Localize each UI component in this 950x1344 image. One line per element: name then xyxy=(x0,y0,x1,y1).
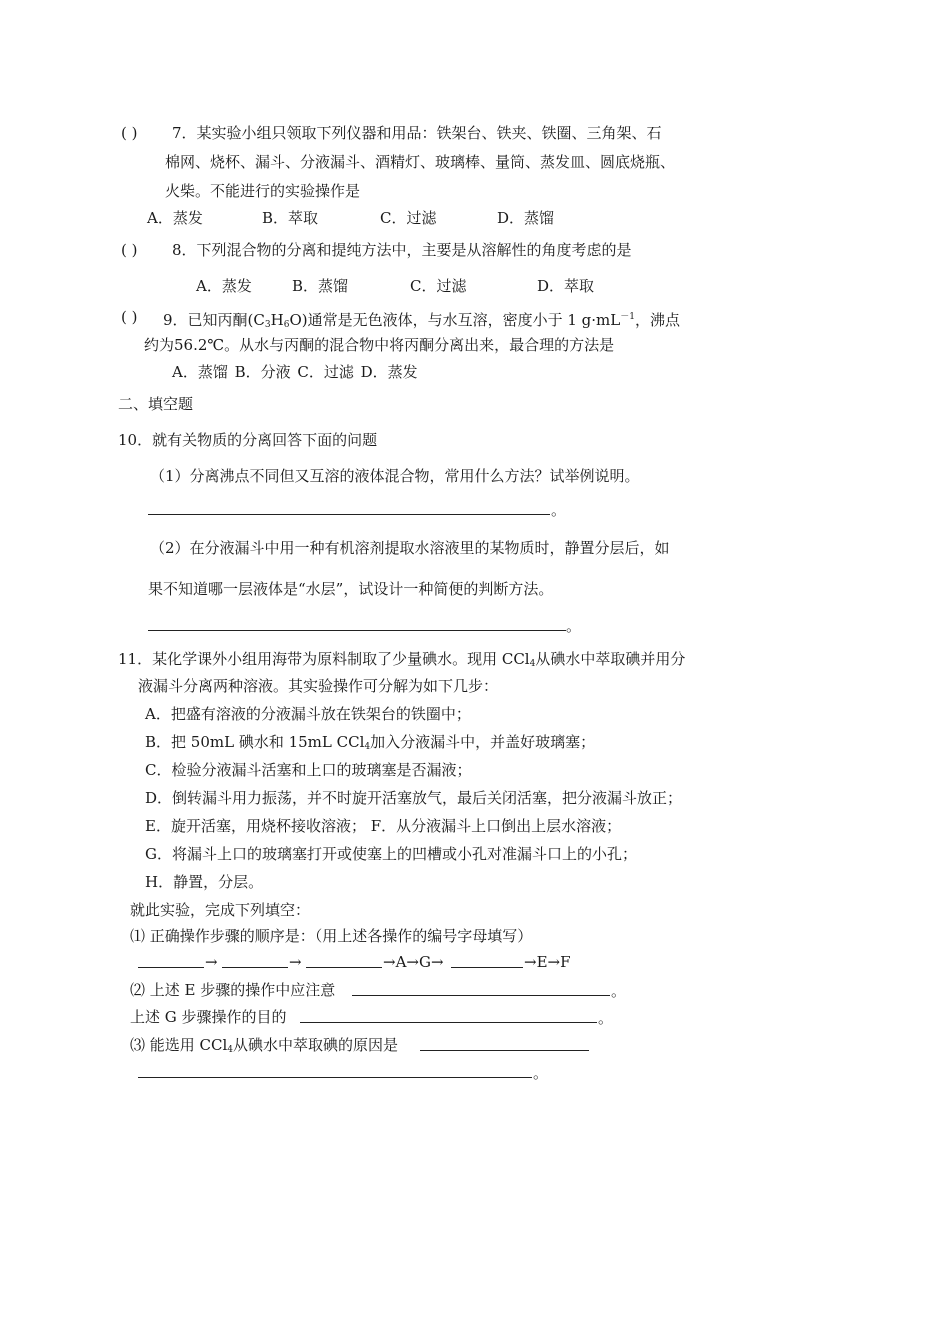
q9-sup: －1 xyxy=(620,312,635,322)
q11-sub2b-answer-line[interactable] xyxy=(300,1022,597,1023)
q11-sub3-text-a: ⑶ 能选用 CCl xyxy=(130,1036,228,1054)
q11-step-b-sub: 4 xyxy=(364,742,371,752)
q7-line-3: 火柴。不能进行的实验操作是 xyxy=(165,182,361,200)
q8-option-a: A．蒸发 xyxy=(196,277,252,295)
q11-step-d: D．倒转漏斗用力振荡，并不时旋开活塞放气，最后关闭活塞，把分液漏斗放正； xyxy=(145,789,683,807)
seq-blank-2[interactable] xyxy=(222,967,288,968)
q9-text-a: 9．已知丙酮(C xyxy=(163,311,265,329)
q11-step-a: A．把盛有溶液的分液漏斗放在铁架台的铁圈中； xyxy=(145,705,471,723)
seq-blank-3[interactable] xyxy=(306,967,382,968)
q9-line-2: 约为56.2℃。从水与丙酮的混合物中将丙酮分离出来，最合理的方法是 xyxy=(144,336,615,354)
q7-option-a: A．蒸发 xyxy=(147,209,203,227)
q9-sub-6: 6 xyxy=(283,320,290,330)
q11-step-b xyxy=(145,732,595,757)
q11-step-ef: E．旋开活塞，用烧杯接收溶液； F．从分液漏斗上口倒出上层水溶液； xyxy=(145,817,622,835)
q7-option-b: B．萃取 xyxy=(262,209,319,227)
q8-option-d: D．萃取 xyxy=(537,277,595,295)
q11-sub2-answer-line[interactable] xyxy=(352,995,610,996)
seq-blank-4[interactable] xyxy=(451,967,523,968)
q11-sub1: ⑴ 正确操作步骤的顺序是：（用上述各操作的编号字母填写） xyxy=(130,927,533,945)
q11-step-b-text-a: B．把 50mL 碘水和 15mL CCl xyxy=(145,733,365,751)
q8-line-1: 8．下列混合物的分离和提纯方法中，主要是从溶解性的角度考虑的是 xyxy=(172,241,632,259)
seq-end: →E→F xyxy=(524,953,571,971)
q8-paren: ( ) xyxy=(121,241,138,259)
q11-lead: 就此实验，完成下列填空： xyxy=(130,901,311,919)
q11-text-b: 从碘水中萃取碘并用分 xyxy=(535,650,686,668)
q9-line-1 xyxy=(163,307,680,335)
q10-stem: 10．就有关物质的分离回答下面的问题 xyxy=(118,431,378,449)
q11-sub3-sub: 4 xyxy=(227,1045,234,1055)
seq-arrow-1: → xyxy=(205,953,218,971)
q10-part2-line2: 果不知道哪一层液体是“水层”，试设计一种简便的判断方法。 xyxy=(148,580,554,598)
q11-sub2b-end: 。 xyxy=(598,1009,614,1027)
q11-sub3-answer-line-2[interactable] xyxy=(138,1077,532,1078)
q7-option-d: D．蒸馏 xyxy=(497,209,555,227)
q9-text-d: ，沸点 xyxy=(634,311,680,329)
q11-text-a: 11．某化学课外小组用海带为原料制取了少量碘水。现用 CCl xyxy=(118,650,530,668)
q10-part1-end: 。 xyxy=(551,501,567,519)
q10-part1-answer-line[interactable] xyxy=(148,514,550,515)
q10-part2-end: 。 xyxy=(566,617,582,635)
q11-line-2: 液漏斗分离两种溶液。其实验操作可分解为如下几步： xyxy=(138,677,499,695)
q9-sub-3: 3 xyxy=(264,320,271,330)
q11-step-h: H．静置，分层。 xyxy=(145,873,264,891)
q7-line-2: 棉网、烧杯、漏斗、分液漏斗、酒精灯、玻璃棒、量筒、蒸发皿、圆底烧瓶、 xyxy=(165,153,676,171)
q9-text-b: H xyxy=(270,311,284,329)
q11-sub3-end: 。 xyxy=(533,1064,549,1082)
q9-text-c: O)通常是无色液体，与水互溶，密度小于 1 g·mL xyxy=(289,311,621,329)
q11-sub3 xyxy=(130,1035,398,1060)
q10-part1: （1）分离沸点不同但又互溶的液体混合物，常用什么方法？试举例说明。 xyxy=(150,467,640,485)
section-heading: 二、填空题 xyxy=(118,395,194,413)
q7-line-1: 7．某实验小组只领取下列仪器和用品：铁架台、铁夹、铁圈、三角架、石 xyxy=(172,124,662,142)
q8-option-c: C．过滤 xyxy=(410,277,467,295)
q8-option-b: B．蒸馏 xyxy=(292,277,349,295)
q11-step-c: C．检验分液漏斗活塞和上口的玻璃塞是否漏液； xyxy=(145,761,472,779)
q11-sub: 4 xyxy=(529,659,536,669)
q10-part2-answer-line[interactable] xyxy=(148,630,566,631)
q11-sub2b: 上述 G 步骤操作的目的 xyxy=(130,1008,287,1026)
q11-step-g: G．将漏斗上口的玻璃塞打开或使塞上的凹槽或小孔对准漏斗口上的小孔； xyxy=(145,845,637,863)
q11-sub3-text-b: 从碘水中萃取碘的原因是 xyxy=(233,1036,399,1054)
q11-step-b-text-b: 加入分液漏斗中，并盖好玻璃塞； xyxy=(370,733,596,751)
seq-blank-1[interactable] xyxy=(138,967,204,968)
q7-option-c: C．过滤 xyxy=(380,209,437,227)
q11-line-1 xyxy=(118,649,685,674)
q11-sub3-answer-line-1[interactable] xyxy=(420,1050,589,1051)
q11-sub2-end: 。 xyxy=(611,982,627,1000)
q11-sub2: ⑵ 上述 E 步骤的操作中应注意 xyxy=(130,981,336,999)
q7-paren: ( ) xyxy=(121,124,138,142)
seq-mid: →A→G→ xyxy=(383,953,444,971)
q9-options: A．蒸馏 B．分液 C．过滤 D．蒸发 xyxy=(172,363,418,381)
seq-arrow-2: → xyxy=(289,953,302,971)
q9-paren: ( ) xyxy=(121,308,138,326)
q10-part2-line1: （2）在分液漏斗中用一种有机溶剂提取水溶液里的某物质时，静置分层后，如 xyxy=(150,539,670,557)
